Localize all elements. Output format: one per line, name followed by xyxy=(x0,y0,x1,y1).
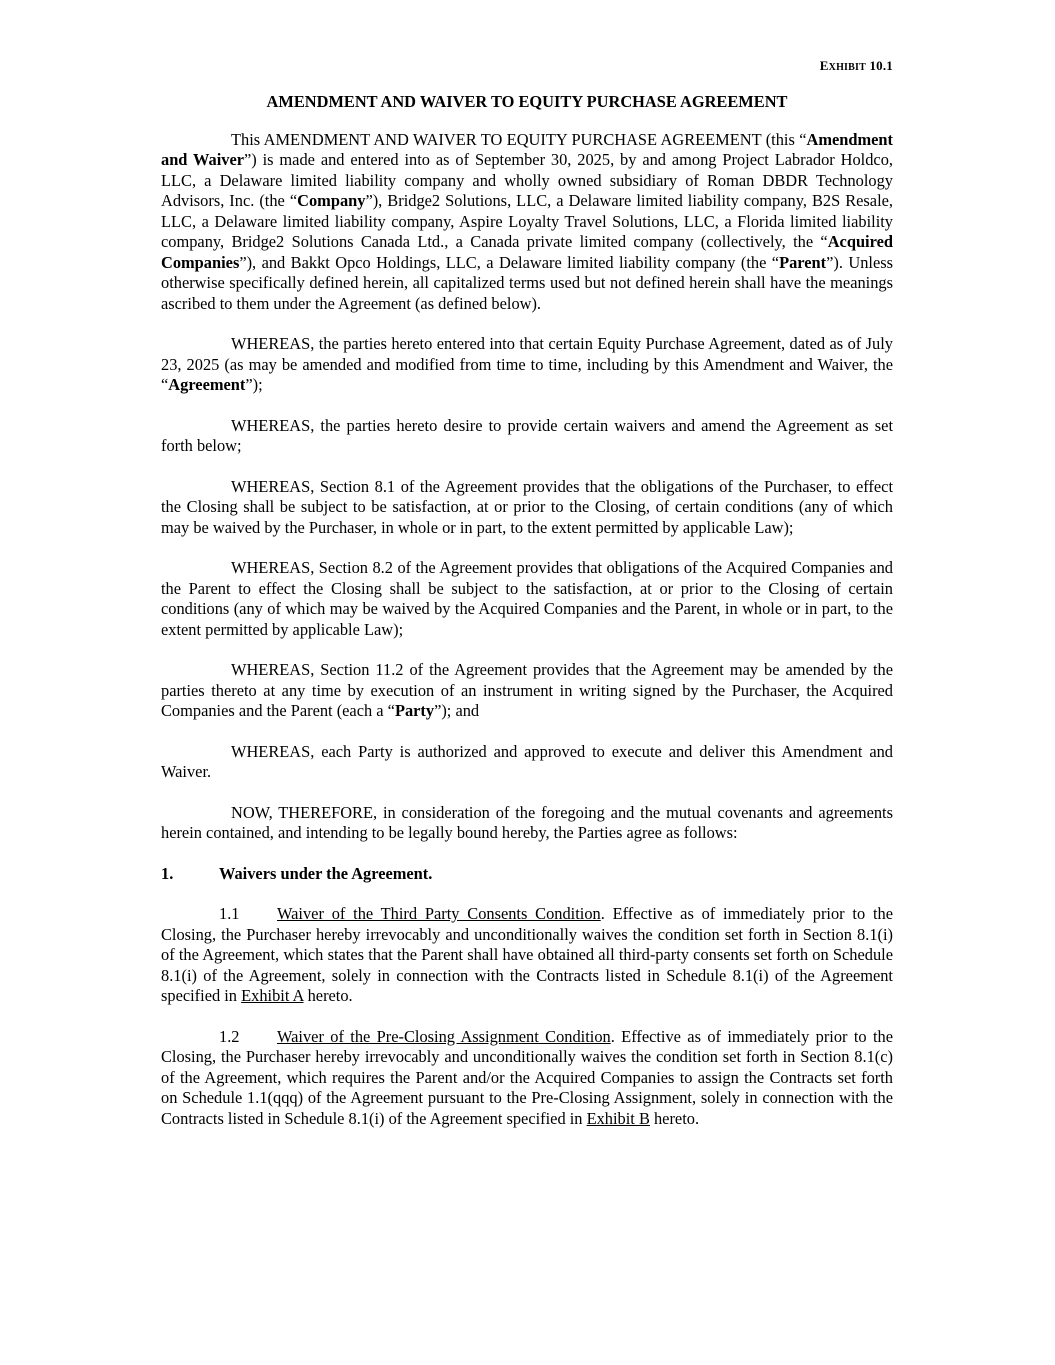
subsection-1-2: 1.2 Waiver of the Pre-Closing Assignment Condition. Effective as of immediately prior to the Closing, the Purchaser hereby irrevocably and unconditionally waives the condition set forth in Section 8.1(c) of the Agreement, which requires the Parent and/or the Acquired Companies to assign the Contracts set forth on Schedule 1.1(qqq) of the Agreement pursuant to the Pre-Closing Assignment, solely in connection with the Contracts listed in Schedule 8.1(i) of the Agreement specified in Exhibit B hereto. xyxy=(161,1026,893,1128)
section-number: 1. xyxy=(161,863,174,883)
whereas-paragraph: WHEREAS, the parties hereto entered into that certain Equity Purchase Agreement, dated as of July 23, 2025 (as may be amended and modified from time to time, including by this Amendment and Waiver, the “Agreement”); xyxy=(161,334,893,394)
intro-paragraph: This AMENDMENT AND WAIVER TO EQUITY PURCHASE AGREEMENT (this “Amendment and Waiver”) is made and entered into as of September 30, 2025, by and among Project Labrador Holdco, LLC, a Delaware limited liability company and wholly owned subsidiary of Roman DBDR Technology Advisors, Inc. (the “Company”), Bridge2 Solutions, LLC, a Delaware limited liability company, B2S Resale, LLC, a Delaware limited liability company, Aspire Loyalty Travel Solutions, LLC, a Florida limited liability company, Bridge2 Solutions Canada Ltd., a Canada private limited company (collectively, the “Acquired Companies”), and Bakkt Opco Holdings, LLC, a Delaware limited liability company (the “Parent”). Unless otherwise specifically defined herein, all capitalized terms used but not defined herein shall have the meanings ascribed to them under the Agreement (as defined below). xyxy=(161,129,894,313)
document-page xyxy=(161,56,893,1149)
section-title: Waivers under the Agreement. xyxy=(219,863,433,883)
whereas-paragraph: WHEREAS, each Party is authorized and approved to execute and deliver this Amendment and Waiver. xyxy=(161,741,893,781)
subsection-1-1: 1.1 Waiver of the Third Party Consents Condition. Effective as of immediately prior to the Closing, the Purchaser hereby irrevocably and unconditionally waives the condition set forth in Section 8.1(i) of the Agreement, which states that the Parent shall have obtained all third-party consents set forth on Schedule 8.1(i) of the Agreement, solely in connection with the Contracts listed in Schedule 8.1(i) of the Agreement specified in Exhibit A hereto. xyxy=(161,904,893,1005)
whereas-paragraph: WHEREAS, Section 11.2 of the Agreement provides that the Agreement may be amended by the parties thereto at any time by execution of an instrument in writing signed by the Purchaser, the Acquired Companies and the Parent (each a “Party”); and xyxy=(161,660,893,720)
document-title: AMENDMENT AND WAIVER TO EQUITY PURCHASE AGREEMENT xyxy=(266,92,788,111)
exhibit-label: EXHIBIT 10.1 xyxy=(819,58,893,73)
whereas-paragraph: WHEREAS, the parties hereto desire to provide certain waivers and amend the Agreement as set forth below; xyxy=(161,415,893,455)
whereas-paragraph: WHEREAS, Section 8.2 of the Agreement provides that obligations of the Acquired Companies and the Parent to effect the Closing shall be subject to the satisfaction, at or prior to the Closing of certain conditions (any of which may be waived by the Acquired Companies and the Parent, in whole or in part, to the extent permitted by applicable Law); xyxy=(161,558,893,639)
subsection-number: 1.1 xyxy=(219,904,240,923)
whereas-paragraph: WHEREAS, Section 8.1 of the Agreement provides that the obligations of the Purchaser, to effect the Closing shall be subject to be satisfaction, at or prior to the Closing, of certain conditions (any of which may be waived by the Purchaser, in whole or in part, to the extent permitted by applicable Law); xyxy=(161,476,893,537)
subsection-number: 1.2 xyxy=(219,1026,240,1046)
now-therefore-paragraph: NOW, THEREFORE, in consideration of the foregoing and the mutual covenants and agreements herein contained, and intending to be legally bound hereby, the Parties agree as follows: xyxy=(161,802,893,842)
section-heading xyxy=(161,864,893,885)
exhibit-a-link[interactable]: Exhibit A xyxy=(241,986,304,1005)
exhibit-b-link[interactable]: Exhibit B xyxy=(586,1108,650,1128)
subsection-heading: Waiver of the Pre-Closing Assignment Condition xyxy=(277,1026,611,1046)
subsection-heading: Waiver of the Third Party Consents Condition xyxy=(277,904,601,923)
